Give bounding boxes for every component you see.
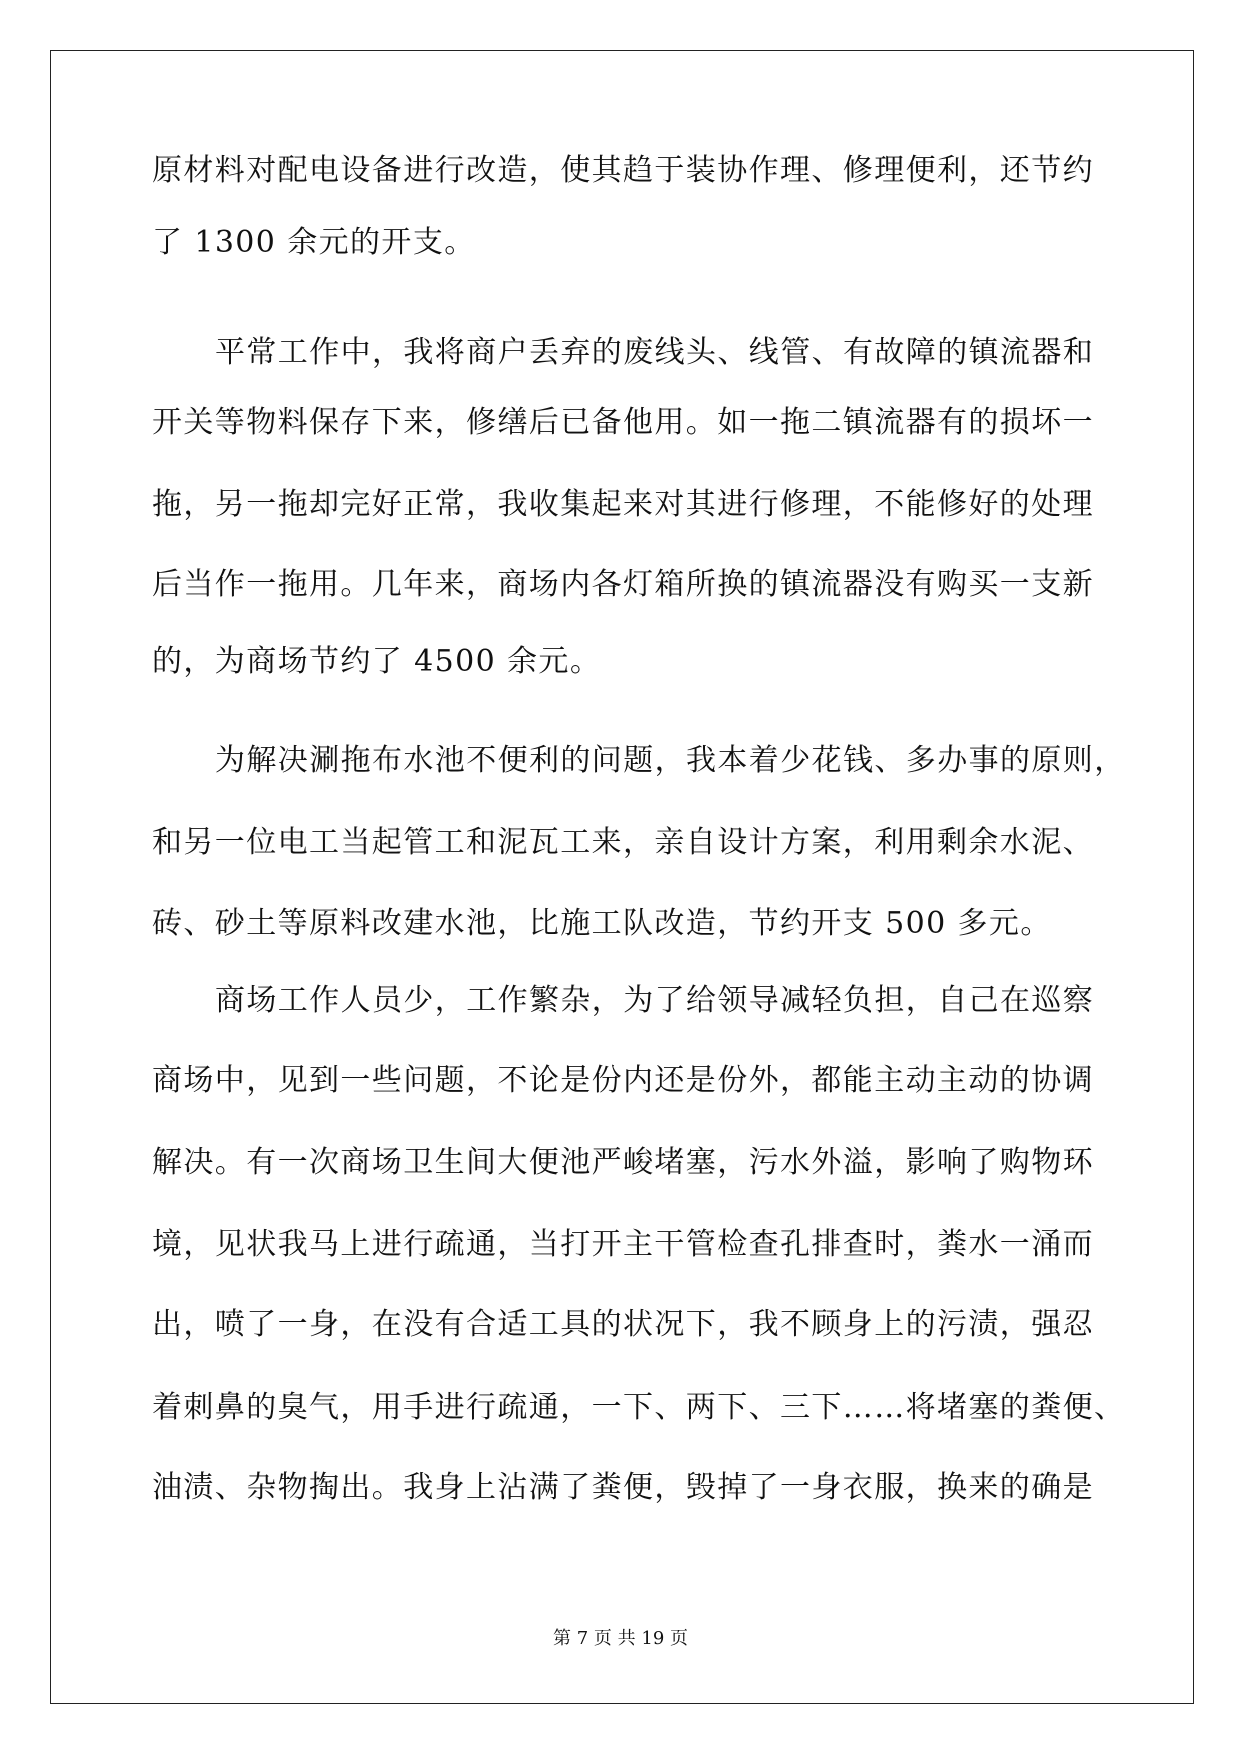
text-line: 商场工作人员少，工作繁杂，为了给领导减轻负担，自己在巡察 — [215, 983, 1095, 1018]
page-footer — [0, 1628, 1241, 1650]
text-line: 砖、砂土等原料改建水池，比施工队改造，节约开支 500 多元。 — [152, 906, 1052, 941]
text-line: 了 1300 余元的开支。 — [152, 225, 476, 260]
text-line: 出，喷了一身，在没有合适工具的状况下，我不顾身上的污渍，强忍 — [152, 1307, 1094, 1342]
text-line: 原材料对配电设备进行改造，使其趋于装协作理、修理便利，还节约 — [152, 153, 1094, 188]
page-number-current: 第 7 页 — [553, 1628, 612, 1649]
page-border — [50, 50, 1194, 1704]
text-line: 境，见状我马上进行疏通，当打开主干管检查孔排查时，粪水一涌而 — [152, 1227, 1094, 1262]
text-line: 油渍、杂物掏出。我身上沾满了粪便，毁掉了一身衣服，换来的确是 — [152, 1470, 1094, 1505]
text-line: 着刺鼻的臭气，用手进行疏通，一下、两下、三下……将堵塞的粪便、 — [152, 1390, 1126, 1425]
text-line: 平常工作中，我将商户丢弃的废线头、线管、有故障的镇流器和 — [215, 335, 1095, 370]
text-line: 和另一位电工当起管工和泥瓦工来，亲自设计方案，利用剩余水泥、 — [152, 825, 1094, 860]
text-line: 解决。有一次商场卫生间大便池严峻堵塞，污水外溢，影响了购物环 — [152, 1145, 1094, 1180]
text-line: 开关等物料保存下来，修缮后已备他用。如一拖二镇流器有的损坏一 — [152, 405, 1094, 440]
text-line: 商场中，见到一些问题，不论是份内还是份外，都能主动主动的协调 — [152, 1063, 1094, 1098]
text-line: 为解决涮拖布水池不便利的问题，我本着少花钱、多办事的原则， — [215, 743, 1126, 778]
text-line: 拖，另一拖却完好正常，我收集起来对其进行修理，不能修好的处理 — [152, 487, 1094, 522]
text-line: 的，为商场节约了 4500 余元。 — [152, 644, 602, 679]
page-number-total: 共 19 页 — [617, 1628, 688, 1649]
text-line: 后当作一拖用。几年来，商场内各灯箱所换的镇流器没有购买一支新 — [152, 567, 1094, 602]
